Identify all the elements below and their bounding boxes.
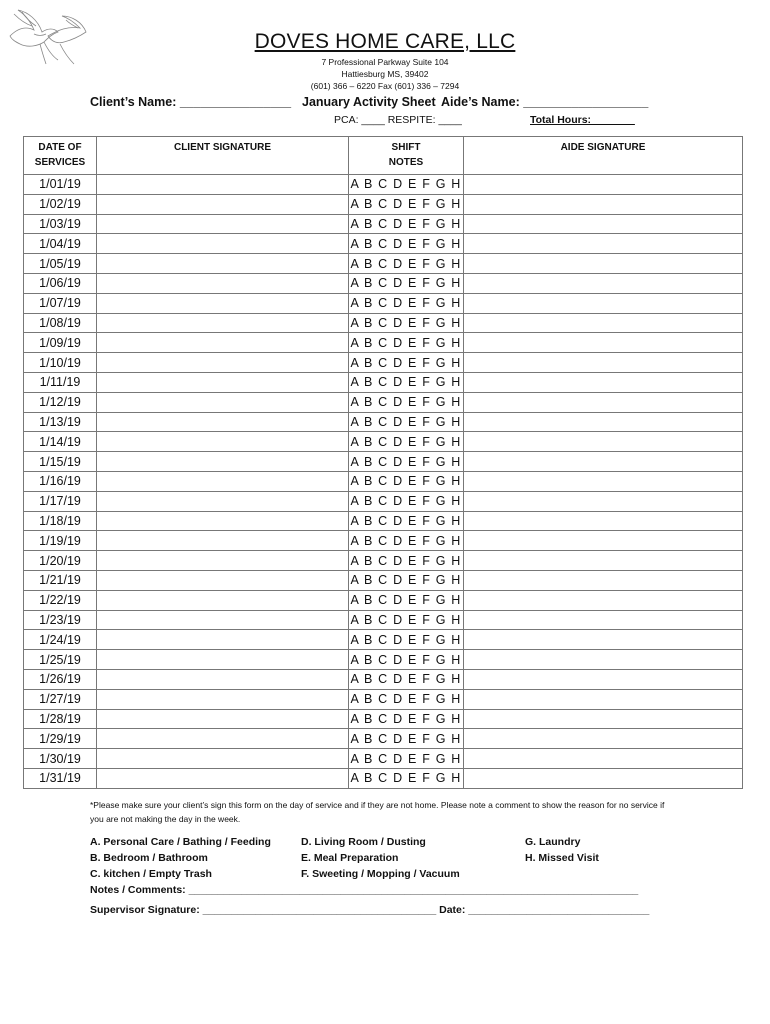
client-name-field[interactable]: Client’s Name: ________________: [90, 95, 292, 109]
table-row: [24, 392, 743, 412]
shift-notes-cell[interactable]: A B C D E F G H: [349, 372, 464, 392]
table-row: [24, 175, 743, 195]
aide-signature-cell[interactable]: [464, 471, 743, 491]
aide-signature-cell[interactable]: [464, 491, 743, 511]
shift-notes-cell[interactable]: A B C D E F G H: [349, 313, 464, 333]
table-row: [24, 511, 743, 531]
client-signature-cell[interactable]: [97, 175, 349, 195]
aide-signature-cell[interactable]: [464, 432, 743, 452]
table-row: [24, 531, 743, 551]
client-signature-cell[interactable]: [97, 214, 349, 234]
service-date-cell: 1/13/19: [24, 412, 97, 432]
shift-notes-cell[interactable]: A B C D E F G H: [349, 392, 464, 412]
address-line-1: 7 Professional Parkway Suite 104: [321, 57, 449, 67]
aide-signature-cell[interactable]: [464, 669, 743, 689]
service-date-cell: 1/11/19: [24, 372, 97, 392]
aide-signature-cell[interactable]: [464, 392, 743, 412]
aide-signature-cell[interactable]: [464, 254, 743, 274]
aide-signature-cell[interactable]: [464, 749, 743, 769]
client-signature-cell[interactable]: [97, 630, 349, 650]
service-date-cell: 1/30/19: [24, 749, 97, 769]
table-row: [24, 353, 743, 373]
service-date-cell: 1/26/19: [24, 669, 97, 689]
legend-item-h: H. Missed Visit: [525, 852, 599, 864]
legend-item-a: A. Personal Care / Bathing / Feeding: [90, 836, 271, 848]
table-row: [24, 452, 743, 472]
client-signature-cell[interactable]: [97, 313, 349, 333]
client-signature-cell[interactable]: [97, 353, 349, 373]
client-signature-cell[interactable]: [97, 432, 349, 452]
table-row: [24, 372, 743, 392]
aide-name-field[interactable]: Aide’s Name: __________________: [441, 95, 649, 109]
aide-signature-cell[interactable]: [464, 551, 743, 571]
client-signature-cell[interactable]: [97, 749, 349, 769]
client-signature-cell[interactable]: [97, 293, 349, 313]
aide-signature-cell[interactable]: [464, 353, 743, 373]
client-signature-cell[interactable]: [97, 392, 349, 412]
shift-notes-cell[interactable]: A B C D E F G H: [349, 570, 464, 590]
service-date-cell: 1/17/19: [24, 491, 97, 511]
aide-signature-cell[interactable]: [464, 452, 743, 472]
table-row: [24, 254, 743, 274]
aide-signature-cell[interactable]: [464, 214, 743, 234]
client-signature-cell[interactable]: [97, 570, 349, 590]
table-row: [24, 709, 743, 729]
shift-notes-cell[interactable]: A B C D E F G H: [349, 234, 464, 254]
shift-notes-cell[interactable]: A B C D E F G H: [349, 214, 464, 234]
instructions-note: *Please make sure your client’s sign this form on the day of service and if they are not home. Please note a comment to show the reason for no service if you are not making the day in the week.: [90, 800, 665, 824]
legend-item-e: E. Meal Preparation: [301, 852, 399, 864]
header-shift-notes: SHIFT NOTES: [349, 137, 464, 175]
service-date-cell: 1/18/19: [24, 511, 97, 531]
shift-notes-cell[interactable]: A B C D E F G H: [349, 768, 464, 788]
legend-item-g: G. Laundry: [525, 836, 581, 848]
table-row: [24, 412, 743, 432]
service-date-cell: 1/22/19: [24, 590, 97, 610]
table-row: [24, 293, 743, 313]
activity-table: [23, 136, 743, 789]
client-signature-cell[interactable]: [97, 689, 349, 709]
shift-notes-cell[interactable]: A B C D E F G H: [349, 175, 464, 195]
aide-signature-cell[interactable]: [464, 234, 743, 254]
aide-signature-cell[interactable]: [464, 511, 743, 531]
legend-item-d: D. Living Room / Dusting: [301, 836, 426, 848]
legend-item-c: C. kitchen / Empty Trash: [90, 868, 212, 880]
client-signature-cell[interactable]: [97, 273, 349, 293]
service-date-cell: 1/21/19: [24, 570, 97, 590]
notes-comments-field[interactable]: Notes / Comments: _____________________________________________________________________________: [90, 884, 639, 896]
aide-signature-cell[interactable]: [464, 570, 743, 590]
aide-signature-cell[interactable]: [464, 689, 743, 709]
header-client-signature: CLIENT SIGNATURE: [97, 137, 349, 175]
table-header-row: [24, 137, 743, 175]
shift-notes-cell[interactable]: A B C D E F G H: [349, 432, 464, 452]
aide-signature-cell[interactable]: [464, 372, 743, 392]
service-date-cell: 1/12/19: [24, 392, 97, 412]
client-signature-cell[interactable]: [97, 234, 349, 254]
aide-signature-cell[interactable]: [464, 709, 743, 729]
table-row: [24, 729, 743, 749]
table-row: [24, 273, 743, 293]
client-signature-cell[interactable]: [97, 491, 349, 511]
shift-notes-cell[interactable]: A B C D E F G H: [349, 273, 464, 293]
table-row: [24, 432, 743, 452]
shift-notes-cell[interactable]: A B C D E F G H: [349, 729, 464, 749]
header-date: DATE OF SERVICES: [24, 137, 97, 175]
total-hours-field[interactable]: Total Hours: _______: [530, 114, 635, 126]
table-row: [24, 590, 743, 610]
aide-signature-cell[interactable]: [464, 313, 743, 333]
client-signature-cell[interactable]: [97, 669, 349, 689]
table-row: [24, 234, 743, 254]
service-date-cell: 1/24/19: [24, 630, 97, 650]
shift-notes-cell[interactable]: A B C D E F G H: [349, 511, 464, 531]
shift-notes-cell[interactable]: A B C D E F G H: [349, 353, 464, 373]
client-signature-cell[interactable]: [97, 650, 349, 670]
service-date-cell: 1/04/19: [24, 234, 97, 254]
shift-notes-cell[interactable]: A B C D E F G H: [349, 531, 464, 551]
client-signature-cell[interactable]: [97, 729, 349, 749]
table-row: [24, 749, 743, 769]
service-date-cell: 1/31/19: [24, 768, 97, 788]
client-signature-cell[interactable]: [97, 551, 349, 571]
table-row: [24, 610, 743, 630]
shift-notes-cell[interactable]: A B C D E F G H: [349, 412, 464, 432]
shift-notes-cell[interactable]: A B C D E F G H: [349, 650, 464, 670]
client-signature-cell[interactable]: [97, 254, 349, 274]
client-signature-cell[interactable]: [97, 471, 349, 491]
header-aide-signature: AIDE SIGNATURE: [464, 137, 743, 175]
table-row: [24, 214, 743, 234]
shift-notes-cell[interactable]: A B C D E F G H: [349, 551, 464, 571]
table-row: [24, 333, 743, 353]
aide-signature-cell[interactable]: [464, 590, 743, 610]
table-row: [24, 471, 743, 491]
table-row: [24, 768, 743, 788]
service-date-cell: 1/01/19: [24, 175, 97, 195]
supervisor-signature-field[interactable]: Supervisor Signature: ________________________________________ Date: _______________________________: [90, 904, 650, 916]
table-row: [24, 194, 743, 214]
service-date-cell: 1/03/19: [24, 214, 97, 234]
service-date-cell: 1/16/19: [24, 471, 97, 491]
table-row: [24, 630, 743, 650]
shift-notes-cell[interactable]: A B C D E F G H: [349, 610, 464, 630]
shift-notes-cell[interactable]: A B C D E F G H: [349, 471, 464, 491]
client-signature-cell[interactable]: [97, 412, 349, 432]
shift-notes-cell[interactable]: A B C D E F G H: [349, 254, 464, 274]
shift-notes-cell[interactable]: A B C D E F G H: [349, 491, 464, 511]
shift-notes-cell[interactable]: A B C D E F G H: [349, 590, 464, 610]
service-date-cell: 1/07/19: [24, 293, 97, 313]
aide-signature-cell[interactable]: [464, 194, 743, 214]
client-signature-cell[interactable]: [97, 531, 349, 551]
shift-notes-cell[interactable]: A B C D E F G H: [349, 709, 464, 729]
service-date-cell: 1/05/19: [24, 254, 97, 274]
aide-signature-cell[interactable]: [464, 630, 743, 650]
table-row: [24, 491, 743, 511]
service-date-cell: 1/29/19: [24, 729, 97, 749]
shift-notes-cell[interactable]: A B C D E F G H: [349, 333, 464, 353]
company-title: DOVES HOME CARE, LLC: [254, 30, 516, 53]
aide-signature-cell[interactable]: [464, 273, 743, 293]
shift-notes-cell[interactable]: A B C D E F G H: [349, 689, 464, 709]
aide-signature-cell[interactable]: [464, 333, 743, 353]
shift-notes-cell[interactable]: A B C D E F G H: [349, 452, 464, 472]
table-row: [24, 650, 743, 670]
shift-notes-cell[interactable]: A B C D E F G H: [349, 194, 464, 214]
shift-notes-cell[interactable]: A B C D E F G H: [349, 669, 464, 689]
pca-respite-field[interactable]: PCA: ____ RESPITE: ____: [334, 114, 462, 126]
table-row: [24, 570, 743, 590]
service-date-cell: 1/25/19: [24, 650, 97, 670]
address-line-2: Hattiesburg MS, 39402: [341, 69, 429, 79]
service-date-cell: 1/19/19: [24, 531, 97, 551]
service-date-cell: 1/15/19: [24, 452, 97, 472]
aide-signature-cell[interactable]: [464, 412, 743, 432]
shift-notes-cell[interactable]: A B C D E F G H: [349, 749, 464, 769]
legend-item-f: F. Sweeting / Mopping / Vacuum: [301, 868, 460, 880]
client-signature-cell[interactable]: [97, 768, 349, 788]
service-date-cell: 1/28/19: [24, 709, 97, 729]
service-date-cell: 1/27/19: [24, 689, 97, 709]
service-date-cell: 1/06/19: [24, 273, 97, 293]
client-signature-cell[interactable]: [97, 333, 349, 353]
table-row: [24, 669, 743, 689]
service-date-cell: 1/20/19: [24, 551, 97, 571]
table-row: [24, 313, 743, 333]
shift-notes-cell[interactable]: A B C D E F G H: [349, 630, 464, 650]
aide-signature-cell[interactable]: [464, 175, 743, 195]
service-date-cell: 1/23/19: [24, 610, 97, 630]
aide-signature-cell[interactable]: [464, 293, 743, 313]
client-signature-cell[interactable]: [97, 194, 349, 214]
legend-column-3: [525, 834, 599, 866]
aide-signature-cell[interactable]: [464, 729, 743, 749]
client-signature-cell[interactable]: [97, 709, 349, 729]
client-signature-cell[interactable]: [97, 372, 349, 392]
service-date-cell: 1/10/19: [24, 353, 97, 373]
client-signature-cell[interactable]: [97, 511, 349, 531]
aide-signature-cell[interactable]: [464, 610, 743, 630]
service-date-cell: 1/08/19: [24, 313, 97, 333]
legend-column-1: [90, 834, 271, 882]
table-row: [24, 551, 743, 571]
phone-line: (601) 366 – 6220 Fax (601) 336 – 7294: [310, 81, 460, 91]
aide-signature-cell[interactable]: [464, 531, 743, 551]
client-signature-cell[interactable]: [97, 452, 349, 472]
service-date-cell: 1/02/19: [24, 194, 97, 214]
sheet-title: January Activity Sheet: [302, 95, 436, 109]
legend-item-b: B. Bedroom / Bathroom: [90, 852, 208, 864]
client-signature-cell[interactable]: [97, 590, 349, 610]
aide-signature-cell[interactable]: [464, 650, 743, 670]
service-date-cell: 1/14/19: [24, 432, 97, 452]
aide-signature-cell[interactable]: [464, 768, 743, 788]
shift-notes-cell[interactable]: A B C D E F G H: [349, 293, 464, 313]
client-signature-cell[interactable]: [97, 610, 349, 630]
table-row: [24, 689, 743, 709]
service-date-cell: 1/09/19: [24, 333, 97, 353]
legend-column-2: [301, 834, 460, 882]
